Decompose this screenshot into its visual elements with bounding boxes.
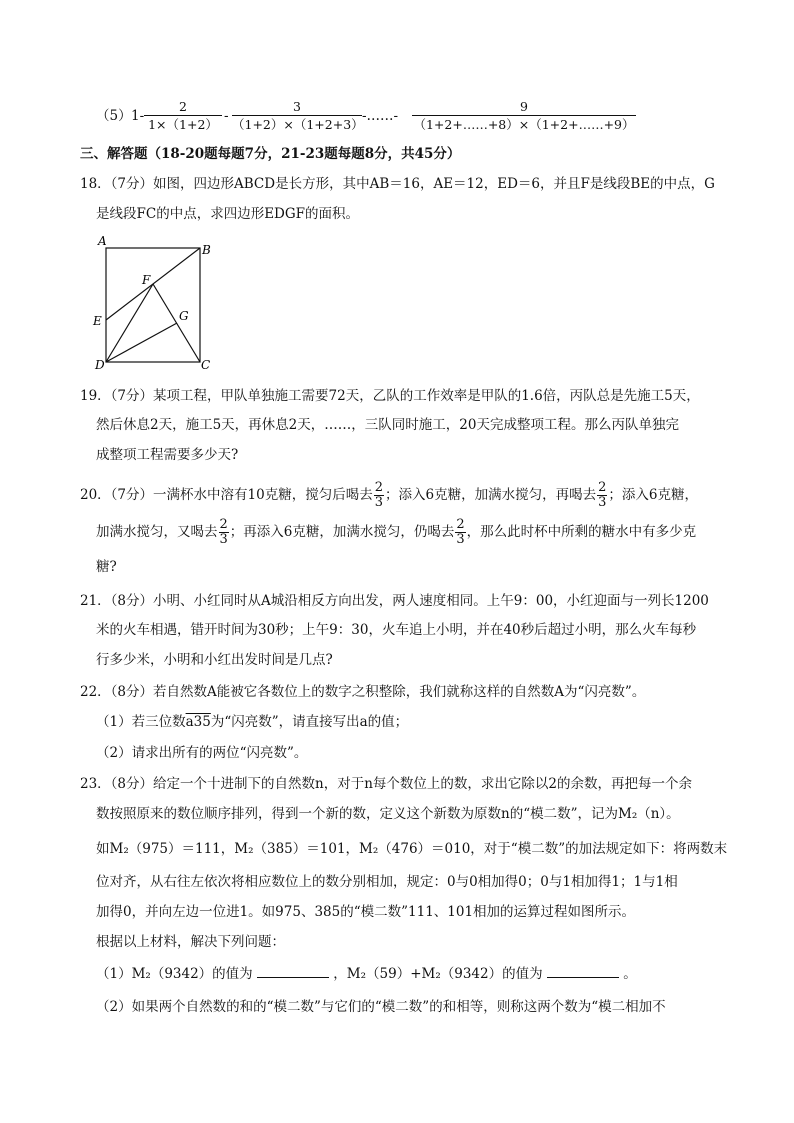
q23-part1-b: ，M₂（59）+M₂（9342）的值为 [333,966,543,982]
q20-text-1c: ；添入6克糖， [608,487,698,503]
q5-label: （5） [96,108,132,124]
q20-fraction-2 [597,481,607,510]
q19-line1: 19．（7分）某项工程，甲队单独施工需要72天，乙队的工作效率是甲队的1.6倍，丙队总是先施工5天， [80,388,700,404]
q20-fraction-4-den: 3 [456,532,465,547]
q20-fraction-2-den: 3 [598,495,607,510]
q5-term2-denominator: （1+2）×（1+2+3） [232,117,364,132]
q5-term3-numerator: 9 [412,98,636,116]
q5-term2-numerator: 3 [232,98,362,116]
q20-fraction-4-num: 2 [456,517,465,532]
q21-line1: 21．（8分）小明、小红同时从A城沿相反方向出发，两人速度相同。上午9：00，小红迎面与一列长1200 [80,593,709,609]
q21-line2: 米的火车相遇，错开时间为30秒；上午9：30，火车追上小明，并在40秒后超过小明，那么火车每秒 [96,622,697,638]
q5-ellipsis: -……- [362,108,399,124]
q20-line1 [80,481,698,510]
q5-minus: - [224,108,229,124]
q20-text-1b: ；添入6克糖，加满水搅匀，再喝去 [384,487,597,503]
q20-fraction-1-den: 3 [374,495,383,510]
q18-line1: 18．（7分）如图，四边形ABCD是长方形，其中AB＝16，AE＝12，ED＝6，并且F是线段BE的中点，G [80,176,715,192]
section-header: 三、解答题（18-20题每题7分，21-23题每题8分，共45分） [80,146,461,162]
label-c: C [201,358,211,372]
q19-line3: 成整项工程需要多少天? [96,447,239,463]
q5-term1 [144,98,222,133]
q23-line2: 数按照原来的数位顺序排列，得到一个新的数，定义这个新数为原数n的“模二数”，记为M₂（n）。 [96,806,680,822]
label-f: F [142,273,151,287]
q23-part1-a: （1）M₂（9342）的值为 [96,966,253,982]
rectangle-abcd [106,248,200,362]
q20-text-2b: ；再添入6克糖，加满水搅匀，仍喝去 [229,524,455,540]
q5-term1-denominator: 1×（1+2） [148,117,218,132]
q5-term2 [232,98,362,133]
q20-fraction-3 [219,518,229,547]
answer-blank-1[interactable] [257,965,329,978]
q22-number-a35: a35 [185,714,211,730]
q18-figure [90,232,220,372]
q23-part1-c: 。 [623,966,637,982]
q20-fraction-1 [374,481,384,510]
q22-part2: （2）请求出所有的两位“闪亮数”。 [96,745,308,761]
q23-line6: 根据以上材料，解决下列问题： [96,934,285,950]
q5-term3-denominator: （1+2+……+8）×（1+2+……+9） [413,117,635,132]
q20-fraction-4 [455,518,465,547]
q22-part1-b: 为“闪亮数”，请直接写出a的值； [210,714,409,730]
q23-part1 [96,965,637,983]
segment-dg [106,323,177,362]
q18-line2: 是线段FC的中点，求四边形EDGF的面积。 [96,206,360,222]
q23-part2: （2）如果两个自然数的和的“模二数”与它们的“模二数”的和相等，则称这两个数为“模二相加不 [96,999,666,1015]
q5-prefix: 1- [131,108,145,124]
q23-line3: 如M₂（975）＝111，M₂（385）＝101，M₂（476）＝010，对于“模二数”的加法规定如下：将两数末 [96,841,728,857]
q20-fraction-3-den: 3 [219,532,228,547]
label-d: D [95,358,105,372]
q22-part1 [96,713,408,731]
q23-line4: 位对齐，从右往左依次将相应数位上的数分别相加，规定：0与0相加得0；0与1相加得1；1与1相 [96,874,678,890]
label-g: G [179,309,189,323]
label-a: A [98,234,107,248]
q21-line3: 行多少米，小明和小红出发时间是几点? [96,652,333,668]
q22-line1: 22．（8分）若自然数A能被它各数位上的数字之积整除，我们就称这样的自然数A为“闪亮数”。 [80,684,646,700]
q20-text-2a: 加满水搅匀，又喝去 [96,524,218,540]
q20-fraction-2-num: 2 [598,480,607,495]
q20-line2 [96,518,696,547]
q23-line5: 加得0，并向左边一位进1。如975、385的“模二数”111、101相加的运算过程如图所示。 [96,904,636,920]
q20-fraction-1-num: 2 [374,480,383,495]
q23-line1: 23．（8分）给定一个十进制下的自然数n，对于n每个数位上的数，求出它除以2的余数，再把每一个余 [80,776,692,792]
label-e: E [93,314,102,328]
q20-text-2c: ，那么此时杯中所剩的糖水中有多少克 [466,524,697,540]
segment-fd [106,284,153,362]
q19-line2: 然后休息2天，施工5天，再休息2天，……，三队同时施工，20天完成整项工程。那么丙队单独完 [96,417,679,433]
q20-line3: 糖? [96,559,117,575]
q5-term1-numerator: 2 [144,98,222,116]
q20-fraction-3-num: 2 [219,517,228,532]
answer-blank-2[interactable] [547,965,619,978]
q5-term3 [412,98,636,133]
q22-part1-a: （1）若三位数 [96,714,186,730]
label-b: B [202,243,211,257]
q20-text-1a: 20．（7分）一满杯水中溶有10克糖，搅匀后喝去 [80,487,373,503]
